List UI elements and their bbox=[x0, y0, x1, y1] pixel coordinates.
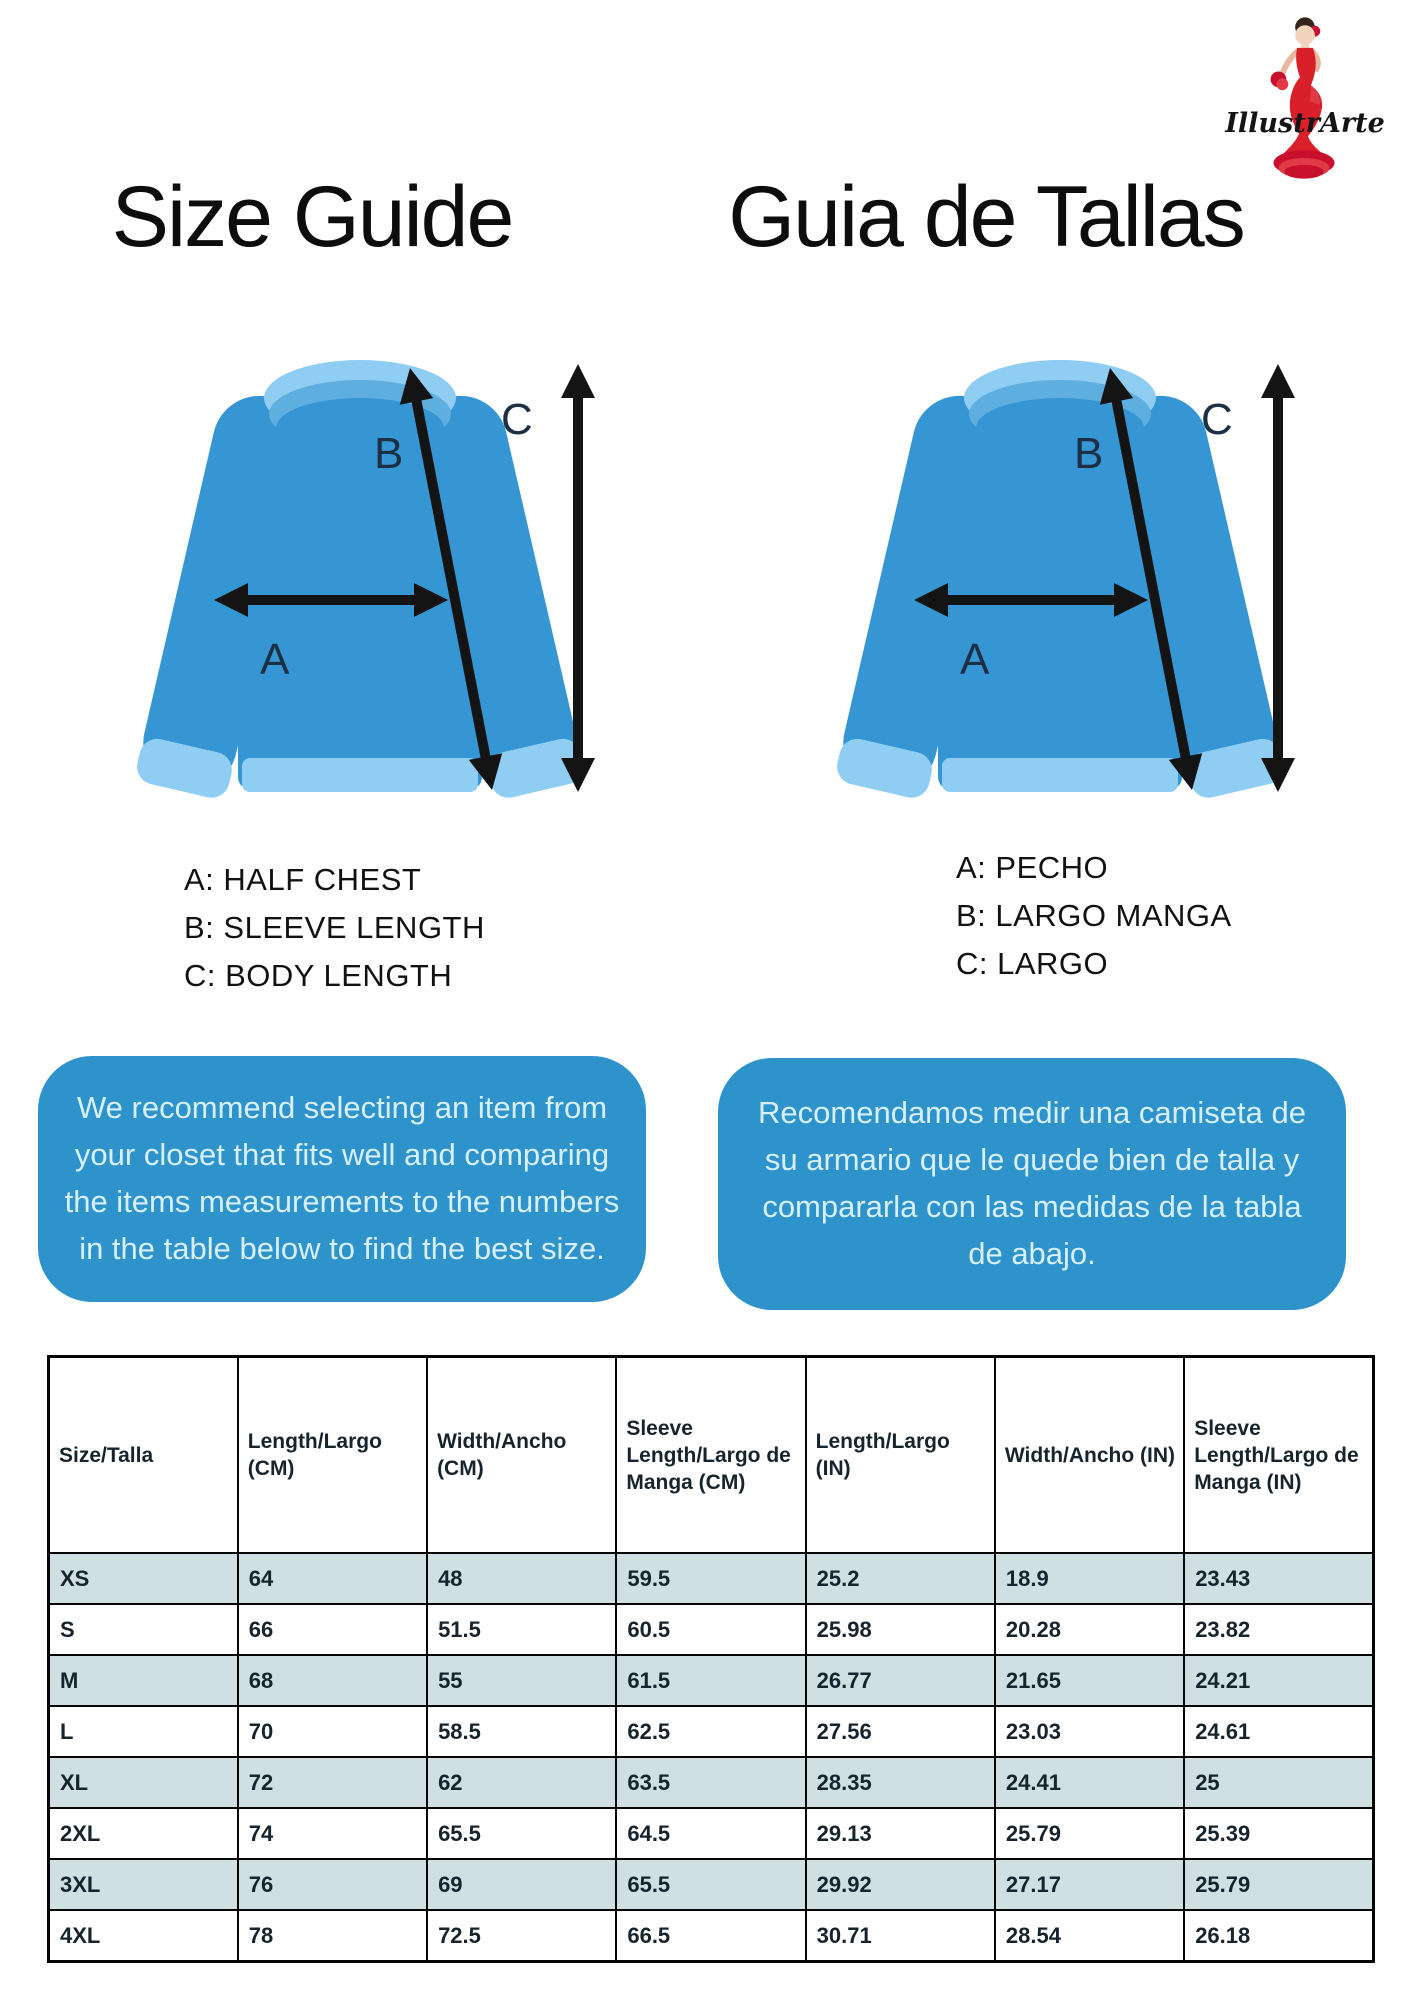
measure-cell: 48 bbox=[427, 1553, 616, 1604]
measure-cell: 21.65 bbox=[995, 1655, 1184, 1706]
measure-cell: 66 bbox=[238, 1604, 427, 1655]
measure-cell: 70 bbox=[238, 1706, 427, 1757]
size-cell: 4XL bbox=[49, 1910, 238, 1962]
size-table bbox=[47, 1355, 1375, 1963]
brand-logo bbox=[1225, 10, 1385, 196]
measure-cell: 27.17 bbox=[995, 1859, 1184, 1910]
legend-line: A: PECHO bbox=[956, 850, 1109, 885]
measure-cell: 66.5 bbox=[616, 1910, 805, 1962]
page-title-en: Size Guide bbox=[111, 169, 513, 265]
measure-cell: 68 bbox=[238, 1655, 427, 1706]
measure-cell: 30.71 bbox=[806, 1910, 995, 1962]
measure-cell: 29.13 bbox=[806, 1808, 995, 1859]
recommendation-box-en bbox=[38, 1056, 646, 1302]
table-row bbox=[49, 1757, 1374, 1808]
measure-cell: 62 bbox=[427, 1757, 616, 1808]
column-header: Length/Largo (CM) bbox=[238, 1357, 427, 1554]
table-row bbox=[49, 1859, 1374, 1910]
measure-cell: 24.61 bbox=[1184, 1706, 1373, 1757]
table-row bbox=[49, 1604, 1374, 1655]
size-cell: XS bbox=[49, 1553, 238, 1604]
legend-line: B: SLEEVE LENGTH bbox=[184, 910, 485, 945]
size-cell: L bbox=[49, 1706, 238, 1757]
legend-line: B: LARGO MANGA bbox=[956, 898, 1232, 933]
measure-cell: 28.54 bbox=[995, 1910, 1184, 1962]
size-table-body bbox=[49, 1553, 1374, 1962]
table-row bbox=[49, 1808, 1374, 1859]
label-b: B bbox=[1074, 429, 1104, 478]
measure-cell: 74 bbox=[238, 1808, 427, 1859]
label-c: C bbox=[1201, 395, 1233, 444]
legend-es bbox=[956, 844, 1232, 988]
legend-line: C: LARGO bbox=[956, 946, 1109, 981]
measure-cell: 28.35 bbox=[806, 1757, 995, 1808]
measure-cell: 25.39 bbox=[1184, 1808, 1373, 1859]
info-line: We recommend selecting an item from bbox=[76, 1090, 608, 1125]
measure-cell: 78 bbox=[238, 1910, 427, 1962]
measure-cell: 24.21 bbox=[1184, 1655, 1373, 1706]
measure-cell: 64 bbox=[238, 1553, 427, 1604]
measure-cell: 25.79 bbox=[995, 1808, 1184, 1859]
measure-cell: 20.28 bbox=[995, 1604, 1184, 1655]
measure-cell: 59.5 bbox=[616, 1553, 805, 1604]
measure-cell: 25 bbox=[1184, 1757, 1373, 1808]
info-line: the items measurements to the numbers bbox=[64, 1184, 620, 1219]
info-line: su armario que le quede bien de talla y bbox=[764, 1142, 1300, 1177]
measure-cell: 55 bbox=[427, 1655, 616, 1706]
measure-cell: 25.98 bbox=[806, 1604, 995, 1655]
column-header: Width/Ancho (IN) bbox=[995, 1357, 1184, 1554]
measure-cell: 51.5 bbox=[427, 1604, 616, 1655]
measure-cell: 29.92 bbox=[806, 1859, 995, 1910]
measure-cell: 76 bbox=[238, 1859, 427, 1910]
label-c: C bbox=[501, 395, 533, 444]
measure-cell: 69 bbox=[427, 1859, 616, 1910]
sweater-diagram-en bbox=[80, 338, 640, 818]
measure-cell: 26.18 bbox=[1184, 1910, 1373, 1962]
measure-cell: 65.5 bbox=[427, 1808, 616, 1859]
brand-name: IllustrArte bbox=[1225, 108, 1385, 139]
measure-cell: 72 bbox=[238, 1757, 427, 1808]
measure-cell: 58.5 bbox=[427, 1706, 616, 1757]
measure-cell: 61.5 bbox=[616, 1655, 805, 1706]
measure-cell: 26.77 bbox=[806, 1655, 995, 1706]
label-b: B bbox=[374, 429, 404, 478]
table-row bbox=[49, 1655, 1374, 1706]
size-cell: XL bbox=[49, 1757, 238, 1808]
measure-cell: 23.03 bbox=[995, 1706, 1184, 1757]
info-line: compararla con las medidas de la tabla bbox=[762, 1189, 1302, 1224]
column-header: Size/Talla bbox=[49, 1357, 238, 1554]
size-cell: S bbox=[49, 1604, 238, 1655]
size-cell: 2XL bbox=[49, 1808, 238, 1859]
measure-cell: 23.82 bbox=[1184, 1604, 1373, 1655]
measure-cell: 62.5 bbox=[616, 1706, 805, 1757]
sweater-diagram-es bbox=[780, 338, 1340, 818]
label-a: A bbox=[260, 635, 290, 684]
page-title-es: Guia de Tallas bbox=[728, 169, 1244, 265]
legend-line: C: BODY LENGTH bbox=[184, 958, 453, 993]
info-line: your closet that fits well and comparing bbox=[74, 1137, 610, 1172]
measure-cell: 60.5 bbox=[616, 1604, 805, 1655]
size-table-section bbox=[47, 1355, 1375, 1963]
measure-cell: 18.9 bbox=[995, 1553, 1184, 1604]
label-a: A bbox=[960, 635, 990, 684]
measure-cell: 72.5 bbox=[427, 1910, 616, 1962]
recommendation-box-es bbox=[718, 1058, 1346, 1310]
table-row bbox=[49, 1910, 1374, 1962]
size-cell: M bbox=[49, 1655, 238, 1706]
measure-cell: 63.5 bbox=[616, 1757, 805, 1808]
legend-line: A: HALF CHEST bbox=[184, 862, 422, 897]
flamenco-dancer-icon bbox=[1246, 10, 1364, 192]
column-header: Width/Ancho (CM) bbox=[427, 1357, 616, 1554]
measure-cell: 23.43 bbox=[1184, 1553, 1373, 1604]
info-line: in the table below to find the best size. bbox=[79, 1231, 605, 1266]
info-line: Recomendamos medir una camiseta de bbox=[758, 1095, 1306, 1130]
column-header: Sleeve Length/Largo de Manga (CM) bbox=[616, 1357, 805, 1554]
info-line: de abajo. bbox=[968, 1236, 1096, 1271]
column-header: Length/Largo (IN) bbox=[806, 1357, 995, 1554]
column-header: Sleeve Length/Largo de Manga (IN) bbox=[1184, 1357, 1373, 1554]
size-table-header-row bbox=[49, 1357, 1374, 1554]
legend-en bbox=[184, 856, 485, 1000]
table-row bbox=[49, 1553, 1374, 1604]
measure-cell: 65.5 bbox=[616, 1859, 805, 1910]
measure-cell: 64.5 bbox=[616, 1808, 805, 1859]
size-cell: 3XL bbox=[49, 1859, 238, 1910]
table-row bbox=[49, 1706, 1374, 1757]
measure-cell: 24.41 bbox=[995, 1757, 1184, 1808]
measure-cell: 25.79 bbox=[1184, 1859, 1373, 1910]
measure-cell: 27.56 bbox=[806, 1706, 995, 1757]
measure-cell: 25.2 bbox=[806, 1553, 995, 1604]
